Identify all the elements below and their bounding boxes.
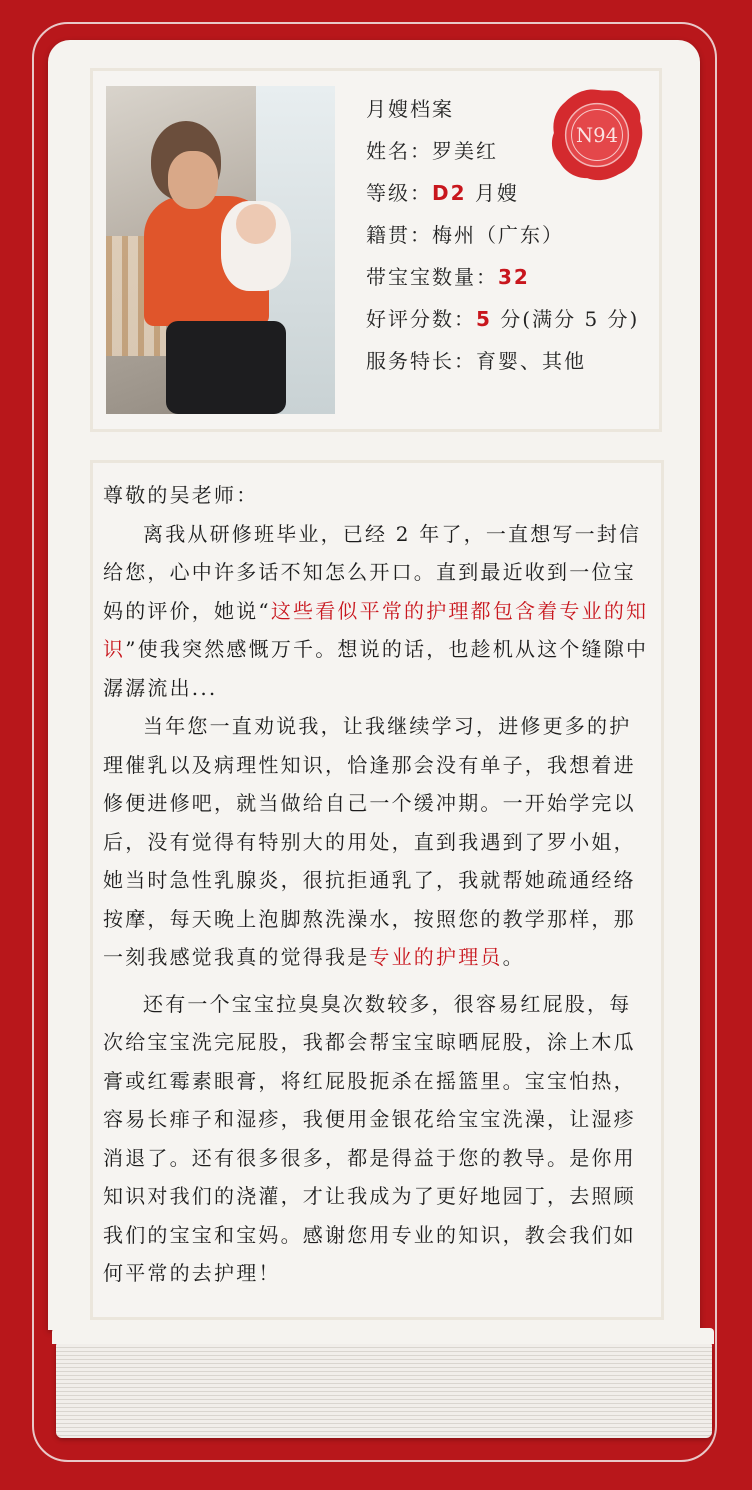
letter-paragraph-1 bbox=[103, 515, 651, 708]
letter-p2-text: 当年您一直劝说我，让我继续学习，进修更多的护理催乳以及病理性知识，恰逢那会没有单子，我想着进修便进修吧，就当做给自己一个缓冲期。一开始学完以后，没有觉得有特别大的用处，直到我遇到了罗小姐，她当时急性乳腺炎，很抗拒通乳了，我就帮她疏通经络按摩，每天晚上泡脚熬洗澡水，按照您的教学那样，那一刻我感觉我真的觉得我是 bbox=[103, 714, 636, 969]
paper-stack-edges bbox=[56, 1340, 712, 1438]
rating-row bbox=[366, 298, 656, 340]
specialty-value: 育婴、其他 bbox=[476, 349, 586, 373]
letter-p1-text: 离我从研修班毕业，已经 2 年了，一直想写一封信给您，心中许多话不知怎么开口。直到最近收到一位宝妈的评价，她说“ bbox=[103, 521, 642, 623]
babies-row bbox=[366, 256, 656, 298]
origin-label: 籍贯： bbox=[366, 223, 432, 247]
level-label: 等级： bbox=[366, 181, 432, 205]
name-label: 姓名： bbox=[366, 139, 432, 163]
rating-label: 好评分数： bbox=[366, 307, 476, 331]
babies-value: 32 bbox=[498, 265, 530, 289]
letter-p1-highlight: 这些看似平常的护理都包含着专业的知识 bbox=[103, 598, 649, 661]
seal-text: N94 bbox=[575, 123, 619, 147]
letter-paragraph-3: 还有一个宝宝拉臭臭次数较多，很容易红屁股，每次给宝宝洗完屁股，我都会帮宝宝晾晒屁股，涂上木瓜膏或红霉素眼膏，将红屁股扼杀在摇篮里。宝宝怕热，容易长痱子和湿疹，我便用金银花给宝宝洗澡，让湿疹消退了。还有很多很多，都是得益于您的教导。是你用知识对我们的浇灌，才让我成为了更好地园丁，去照顾我们的宝宝和宝妈。感谢您用专业的知识，教会我们如何平常的去护理！ bbox=[103, 991, 636, 1285]
letter-body bbox=[103, 476, 651, 1293]
name-row bbox=[366, 130, 656, 172]
letter-greeting: 尊敬的吴老师： bbox=[103, 483, 259, 507]
letter-p2-highlight: 专业的护理员 bbox=[369, 945, 503, 969]
profile-title: 月嫂档案 bbox=[366, 97, 454, 121]
paper-stack-cap bbox=[52, 1328, 714, 1344]
level-suffix: 月嫂 bbox=[466, 181, 519, 205]
specialty-label: 服务特长： bbox=[366, 349, 476, 373]
letter-p1-text-end: ”使我突然感慨万千。想说的话，也趁机从这个缝隙中潺潺流出... bbox=[103, 637, 649, 700]
profile-info bbox=[366, 88, 656, 382]
letter-p2-text-end: 。 bbox=[502, 945, 525, 969]
level-row bbox=[366, 172, 656, 214]
babies-label: 带宝宝数量： bbox=[366, 265, 498, 289]
rating-value: 5 bbox=[476, 307, 492, 331]
origin-value: 梅州（广东） bbox=[432, 223, 564, 247]
level-code: D2 bbox=[432, 181, 467, 205]
nanny-photo bbox=[106, 86, 335, 414]
name-value: 罗美红 bbox=[432, 139, 498, 163]
specialty-row bbox=[366, 340, 656, 382]
rating-suffix: 分(满分 5 分) bbox=[491, 307, 640, 331]
letter-paragraph-2 bbox=[103, 707, 651, 977]
origin-row bbox=[366, 214, 656, 256]
